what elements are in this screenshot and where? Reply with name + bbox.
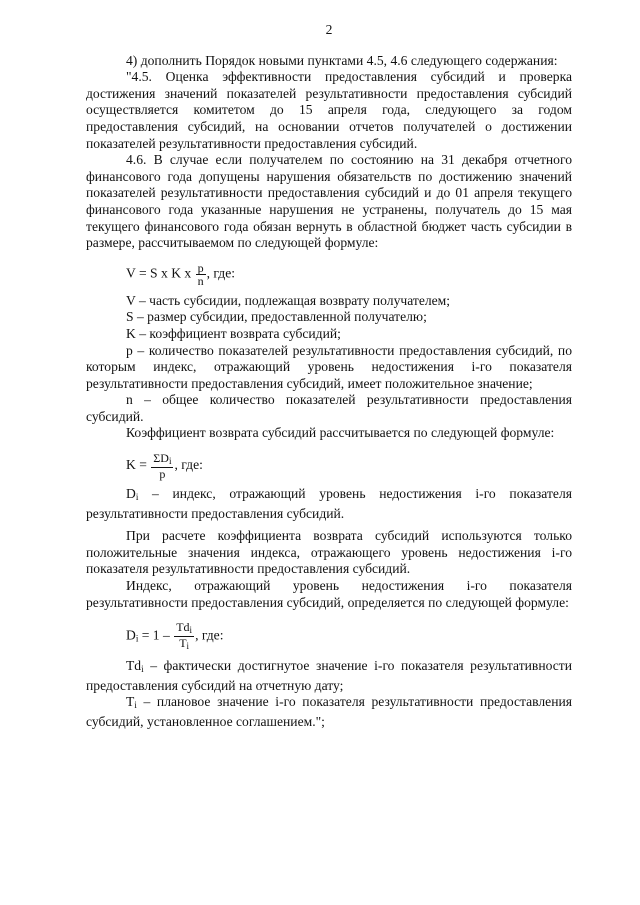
formula-v-denominator: n	[197, 273, 204, 288]
definition-t	[86, 694, 572, 730]
formula-k-fraction	[151, 452, 173, 480]
paragraph-k-formula-intro: Коэффициент возврата субсидий рассчитывается по следующей формуле:	[126, 425, 555, 441]
formula-d-fraction	[174, 621, 194, 652]
paragraph-calculation: При расчете коэффициента возврата субсидий используются только положительные значения индекса, отражающего уровень недостижения i-го показателя результативности предоставления субсидий.	[86, 528, 572, 577]
definition-s: S – размер субсидии, предоставленной получателю;	[126, 309, 427, 325]
formula-d-lhs: D	[126, 627, 136, 643]
formula-d-lhs-sub: i	[135, 633, 139, 644]
formula-k	[86, 452, 572, 480]
paragraph-4-6: 4.6. В случае если получателем по состоянию на 31 декабря отчетного финансового года допущены нарушения обязательств по достижению значений показателей результативности предоставления субсидий и до 01 апреля текущего финансового года указанные нарушения не устранены, получатель до 15 мая текущего финансового года обязан вернуть в областной бюджет часть субсидии в размере, рассчитываемом по следующей формуле:	[86, 152, 572, 251]
formula-v-numerator: p	[197, 260, 204, 275]
definition-t-text: – плановое значение i-го показателя результативности предоставления субсидий, установленное соглашением.";	[86, 694, 572, 729]
paragraph-amendment-intro: 4) дополнить Порядок новыми пунктами 4.5, 4.6 следующего содержания:	[126, 52, 558, 68]
formula-d-numerator-main: Td	[176, 620, 190, 635]
document-page	[86, 22, 572, 731]
page-number: 2	[325, 22, 333, 37]
formula-d-tail: , где:	[195, 627, 224, 643]
definition-td	[86, 658, 572, 694]
definition-v: V – часть субсидии, подлежащая возврату получателем;	[126, 292, 451, 308]
definition-d	[86, 486, 572, 522]
definition-d-text: – индекс, отражающий уровень недостижения i-го показателя результативности предоставления субсидий.	[86, 486, 572, 521]
formula-k-numerator-sub: i	[168, 456, 172, 467]
formula-k-numerator-main: ΣD	[153, 451, 169, 466]
definition-td-text: – фактически достигнутое значение i-го показателя результативности предоставления субсидий на отчетную дату;	[86, 658, 572, 693]
definition-p: p – количество показателей результативности предоставления субсидий, по которым индекс, отражающий уровень недостижения i-го показателя результативности предоставления субсидий, имеет положительное значение;	[86, 342, 572, 391]
formula-v	[86, 262, 572, 287]
definition-t-symbol-sub: i	[134, 700, 137, 711]
formula-d-denominator	[174, 637, 194, 652]
definition-n: n – общее количество показателей результативности предоставления субсидий.	[86, 392, 572, 424]
formula-v-tail: , где:	[206, 265, 236, 281]
paragraph-index-intro: Индекс, отражающий уровень недостижения i-го показателя результативности предоставления субсидий, определяется по следующей формуле:	[86, 578, 572, 610]
formula-k-numerator	[151, 452, 173, 468]
formula-d-numerator-sub: i	[189, 625, 193, 636]
formula-d-lhs-rest: = 1 –	[138, 627, 174, 643]
formula-d-denominator-sub: i	[186, 641, 190, 652]
definition-td-symbol: Td	[126, 658, 142, 674]
definition-d-symbol: D	[126, 486, 136, 502]
formula-d-numerator	[174, 621, 194, 637]
formula-d	[86, 621, 572, 652]
paragraph-4-5: "4.5. Оценка эффективности предоставления субсидий и проверка достижения значений показателей результативности предоставления субсидий осуществляется комитетом до 15 апреля года, следующего за годом предоставления субсидий, на основании отчетов получателей о достижении показателей результативности предоставления субсидий.	[86, 69, 572, 151]
formula-v-lhs: V = S x K x	[126, 265, 195, 281]
definition-k: K – коэффициент возврата субсидий;	[126, 325, 341, 341]
formula-k-denominator: p	[159, 467, 166, 482]
formula-k-tail: , где:	[174, 457, 203, 473]
formula-v-fraction	[196, 262, 206, 287]
definition-d-symbol-sub: i	[135, 492, 139, 503]
formula-d-denominator-main: T	[179, 636, 187, 651]
definition-td-symbol-sub: i	[141, 664, 144, 675]
formula-k-lhs: K =	[126, 457, 151, 473]
definition-t-symbol: T	[126, 694, 135, 710]
